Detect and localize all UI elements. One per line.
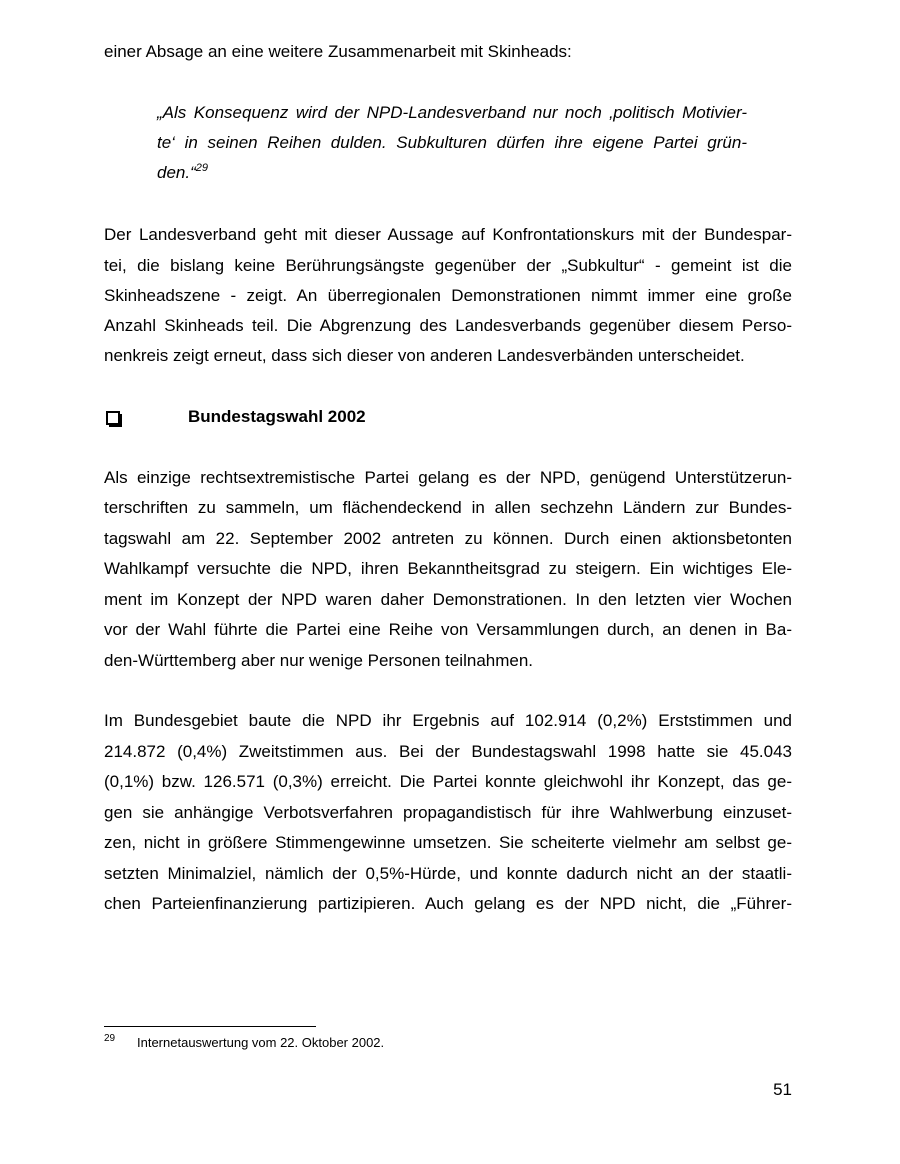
footnote <box>104 1034 792 1054</box>
footnote-text: Internetauswertung vom 22. Oktober 2002. <box>137 1035 385 1050</box>
paragraph2-line-7: den-Württemberg aber nur wenige Personen teilnahmen. <box>104 651 534 670</box>
paragraph2-line-2: terschriften zu sammeln, um flächendeckend in allen sechzehn Ländern zur Bundes- <box>104 498 792 517</box>
paragraph1-line-4: Anzahl Skinheads teil. Die Abgrenzung des Landesverbands gegenüber diesem Perso- <box>104 316 792 335</box>
paragraph3-line-4: gen sie anhängige Verbotsverfahren propagandistisch für ihre Wahlwerbung einzuset- <box>104 803 792 822</box>
paragraph1-line-1: Der Landesverband geht mit dieser Aussage auf Konfrontationskurs mit der Bundespar- <box>104 225 792 244</box>
footnote-number: 29 <box>104 1033 116 1044</box>
paragraph2-line-4: Wahlkampf versuchte die NPD, ihren Bekanntheitsgrad zu steigern. Ein wichtiges Ele- <box>104 559 792 578</box>
quote-line-3 <box>157 163 747 183</box>
paragraph2-line-5: ment im Konzept der NPD waren daher Demonstrationen. In den letzten vier Wochen <box>104 590 792 609</box>
quote-line-3-text: den.“ <box>157 163 196 182</box>
paragraph3-line-1: Im Bundesgebiet baute die NPD ihr Ergebnis auf 102.914 (0,2%) Erststimmen und <box>104 711 792 730</box>
checkbox-icon <box>106 411 120 425</box>
quote-line-1: „Als Konsequenz wird der NPD-Landesverband nur noch ‚politisch Motivier- <box>157 103 747 122</box>
paragraph2-line-6: vor der Wahl führte die Partei eine Reihe von Versammlungen durch, an denen in Ba- <box>104 620 792 639</box>
paragraph2-line-1: Als einzige rechtsextremistische Partei gelang es der NPD, genügend Unterstützerun- <box>104 468 792 487</box>
paragraph1-line-2: tei, die bislang keine Berührungsängste gegenüber der „Subkultur“ - gemeint ist die <box>104 256 792 275</box>
paragraph1-line-3: Skinheadszene - zeigt. An überregionalen Demonstrationen nimmt immer eine große <box>104 286 792 305</box>
quote-line-2: te‘ in seinen Reihen dulden. Subkulturen dürfen ihre eigene Partei grün- <box>157 133 747 152</box>
paragraph3-line-3: (0,1%) bzw. 126.571 (0,3%) erreicht. Die Partei konnte gleichwohl ihr Konzept, das ge- <box>104 772 792 791</box>
section-heading <box>104 406 792 428</box>
section-heading-text: Bundestagswahl 2002 <box>188 407 366 426</box>
page-number: 51 <box>773 1080 792 1099</box>
paragraph3-line-6: setzten Minimalziel, nämlich der 0,5%-Hürde, und konnte dadurch nicht an der staatli- <box>104 864 792 883</box>
paragraph3-line-2: 214.872 (0,4%) Zweitstimmen aus. Bei der Bundestagswahl 1998 hatte sie 45.043 <box>104 742 792 761</box>
footnote-separator <box>104 1026 316 1027</box>
paragraph3-line-5: zen, nicht in größere Stimmengewinne umsetzen. Sie scheiterte vielmehr am selbst ge- <box>104 833 792 852</box>
intro-line: einer Absage an eine weitere Zusammenarbeit mit Skinheads: <box>104 42 572 61</box>
paragraph2-line-3: tagswahl am 22. September 2002 antreten zu können. Durch einen aktionsbetonten <box>104 529 792 548</box>
paragraph3-line-7: chen Parteienfinanzierung partizipieren. Auch gelang es der NPD nicht, die „Führer- <box>104 894 792 913</box>
footnote-reference[interactable]: 29 <box>195 162 208 174</box>
paragraph1-line-5: nenkreis zeigt erneut, dass sich dieser von anderen Landesverbänden unterscheidet. <box>104 346 745 365</box>
